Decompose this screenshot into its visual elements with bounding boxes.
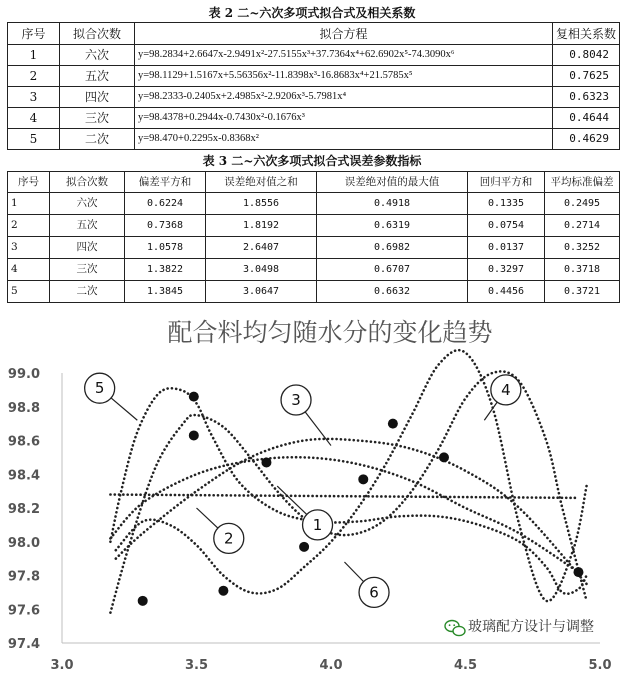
- table3-cell-ssr: 0.3297: [468, 259, 545, 281]
- table3-cell-asd: 0.2714: [545, 215, 620, 237]
- table3-cell-ssd: 1.3822: [125, 259, 206, 281]
- callout-leader: [197, 508, 218, 528]
- table2-cell-order: 五次: [60, 66, 135, 87]
- table3-cell-mae: 0.6707: [317, 259, 468, 281]
- x-tick-label: 5.0: [588, 658, 612, 673]
- callout-leader: [305, 412, 331, 446]
- table3-cell-ssr: 0.0754: [468, 215, 545, 237]
- data-point: [138, 596, 148, 606]
- data-point: [388, 419, 398, 429]
- callout-leader: [484, 402, 497, 420]
- x-tick-label: 4.0: [319, 658, 343, 673]
- table2-header-equation: 拟合方程: [135, 23, 553, 45]
- data-point: [573, 567, 583, 577]
- y-tick-label: 98.0: [7, 535, 40, 551]
- watermark: [445, 618, 594, 636]
- trend-chart: [0, 303, 624, 674]
- data-point: [439, 452, 449, 462]
- wechat-icon: [445, 621, 465, 636]
- table3-header-ssd: 偏差平方和: [125, 172, 206, 193]
- table3-row: [8, 281, 620, 303]
- table2-header-row: [8, 23, 620, 45]
- table3-cell-sae: 1.8192: [206, 215, 317, 237]
- table3-cell-sae: 2.6407: [206, 237, 317, 259]
- table3-cell-no: 5: [8, 281, 50, 303]
- table3-cell-ssd: 0.6224: [125, 193, 206, 215]
- data-point: [189, 392, 199, 402]
- chart-title: 配合料均匀随水分的变化趋势: [167, 318, 493, 347]
- table2-cell-equation: y=98.4378+0.2944x-0.7430x²-0.1676x³: [135, 108, 553, 129]
- table2-cell-equation: y=98.1129+1.5167x+5.56356x²-11.8398x³-16.8683x⁴+21.5785x⁵: [135, 66, 553, 87]
- table2-row: [8, 129, 620, 150]
- table3-cell-no: 4: [8, 259, 50, 281]
- data-point: [299, 542, 309, 552]
- fit-curve-3: [110, 371, 586, 612]
- callout-leader: [344, 562, 363, 582]
- table3-row: [8, 259, 620, 281]
- table2-row: [8, 45, 620, 66]
- y-tick-label: 98.8: [7, 400, 40, 416]
- table3-row: [8, 193, 620, 215]
- table3-header-order: 拟合次数: [50, 172, 125, 193]
- table2-cell-no: 5: [8, 129, 60, 150]
- table3-header-sae: 误差绝对值之和: [206, 172, 317, 193]
- y-tick-label: 97.4: [7, 637, 40, 652]
- table3-cell-asd: 0.2495: [545, 193, 620, 215]
- table2-cell-equation: y=98.470+0.2295x-0.8368x²: [135, 129, 553, 150]
- table2-header-r: 复相关系数: [553, 23, 620, 45]
- table3-cell-mae: 0.6632: [317, 281, 468, 303]
- table2-cell-order: 四次: [60, 87, 135, 108]
- chart-callouts: [85, 373, 521, 607]
- table2-row: [8, 87, 620, 108]
- table2-header-order: 拟合次数: [60, 23, 135, 45]
- x-tick-label: 4.5: [453, 658, 478, 673]
- callout-label: 1: [312, 515, 323, 534]
- fit-curve-5: [110, 388, 586, 594]
- table3-cell-mae: 0.6319: [317, 215, 468, 237]
- x-tick-label: 3.5: [184, 658, 209, 673]
- table2-cell-r: 0.7625: [553, 66, 620, 87]
- table3-row: [8, 215, 620, 237]
- callout-label: 5: [94, 379, 105, 398]
- table3-cell-sae: 3.0647: [206, 281, 317, 303]
- table3-cell-asd: 0.3252: [545, 237, 620, 259]
- table3-cell-order: 二次: [50, 281, 125, 303]
- fit-curve-2: [116, 439, 587, 584]
- table2-cell-equation: y=98.2834+2.6647x-2.9491x²-27.5155x³+37.7364x⁴+62.6902x⁵-74.3090x⁶: [135, 45, 553, 66]
- table3-title: 表 3 二~六次多项式拟合式误差参数指标: [202, 154, 422, 168]
- table2-cell-order: 三次: [60, 108, 135, 129]
- table2-cell-order: 六次: [60, 45, 135, 66]
- table3-cell-order: 三次: [50, 259, 125, 281]
- table3-cell-order: 六次: [50, 193, 125, 215]
- table3-cell-mae: 0.6982: [317, 237, 468, 259]
- table3-cell-order: 五次: [50, 215, 125, 237]
- callout-leader: [111, 398, 137, 420]
- table3-cell-no: 2: [8, 215, 50, 237]
- table3-cell-ssd: 0.7368: [125, 215, 206, 237]
- table2-cell-order: 二次: [60, 129, 135, 150]
- data-point: [261, 457, 271, 467]
- data-point: [189, 430, 199, 440]
- y-tick-label: 98.6: [7, 434, 40, 450]
- table3-header-ssr: 回归平方和: [468, 172, 545, 193]
- table3-cell-ssd: 1.3845: [125, 281, 206, 303]
- y-tick-label: 98.4: [7, 468, 40, 484]
- table2-row: [8, 66, 620, 87]
- watermark-text: 玻璃配方设计与调整: [468, 619, 594, 635]
- table2-cell-no: 2: [8, 66, 60, 87]
- table2-title: 表 2 二~六次多项式拟合式及相关系数: [208, 6, 416, 20]
- table2-row: [8, 108, 620, 129]
- table3-cell-sae: 3.0498: [206, 259, 317, 281]
- table3-cell-ssr: 0.0137: [468, 237, 545, 259]
- table2-cell-no: 4: [8, 108, 60, 129]
- y-tick-label: 97.8: [7, 569, 40, 585]
- y-tick-label: 99.0: [7, 367, 40, 382]
- callout-label: 3: [291, 391, 301, 409]
- callout-label: 4: [501, 380, 511, 399]
- table3-cell-ssr: 0.1335: [468, 193, 545, 215]
- table3-cell-asd: 0.3718: [545, 259, 620, 281]
- table2-cell-no: 3: [8, 87, 60, 108]
- callout-label: 6: [369, 583, 379, 602]
- table3-header-mae: 误差绝对值的最大值: [317, 172, 468, 193]
- callout-leader: [277, 486, 307, 514]
- table2-header-no: 序号: [8, 23, 60, 45]
- table3-cell-asd: 0.3721: [545, 281, 620, 303]
- table3-cell-no: 3: [8, 237, 50, 259]
- table3-cell-sae: 1.8556: [206, 193, 317, 215]
- table3-row: [8, 237, 620, 259]
- x-tick-label: 3.0: [50, 658, 74, 673]
- table2-cell-r: 0.4629: [553, 129, 620, 150]
- table3: [7, 171, 620, 303]
- table3-cell-mae: 0.4918: [317, 193, 468, 215]
- table2: [7, 22, 620, 150]
- table2-cell-r: 0.4644: [553, 108, 620, 129]
- y-tick-label: 97.6: [7, 603, 40, 619]
- callout-label: 2: [224, 529, 234, 548]
- table2-cell-equation: y=98.2333-0.2405x+2.4985x²-2.9206x³-5.7981x⁴: [135, 87, 553, 108]
- y-tick-label: 98.2: [7, 502, 40, 517]
- table3-header-no: 序号: [8, 172, 50, 193]
- table2-cell-no: 1: [8, 45, 60, 66]
- table2-cell-r: 0.8042: [553, 45, 620, 66]
- data-point: [358, 474, 368, 484]
- table3-header-asd: 平均标准偏差: [545, 172, 620, 193]
- table3-cell-order: 四次: [50, 237, 125, 259]
- table2-cell-r: 0.6323: [553, 87, 620, 108]
- table3-header-row: [8, 172, 620, 193]
- chart-points: [138, 392, 584, 606]
- data-point: [218, 586, 228, 596]
- table3-cell-ssd: 1.0578: [125, 237, 206, 259]
- table3-cell-no: 1: [8, 193, 50, 215]
- table3-cell-ssr: 0.4456: [468, 281, 545, 303]
